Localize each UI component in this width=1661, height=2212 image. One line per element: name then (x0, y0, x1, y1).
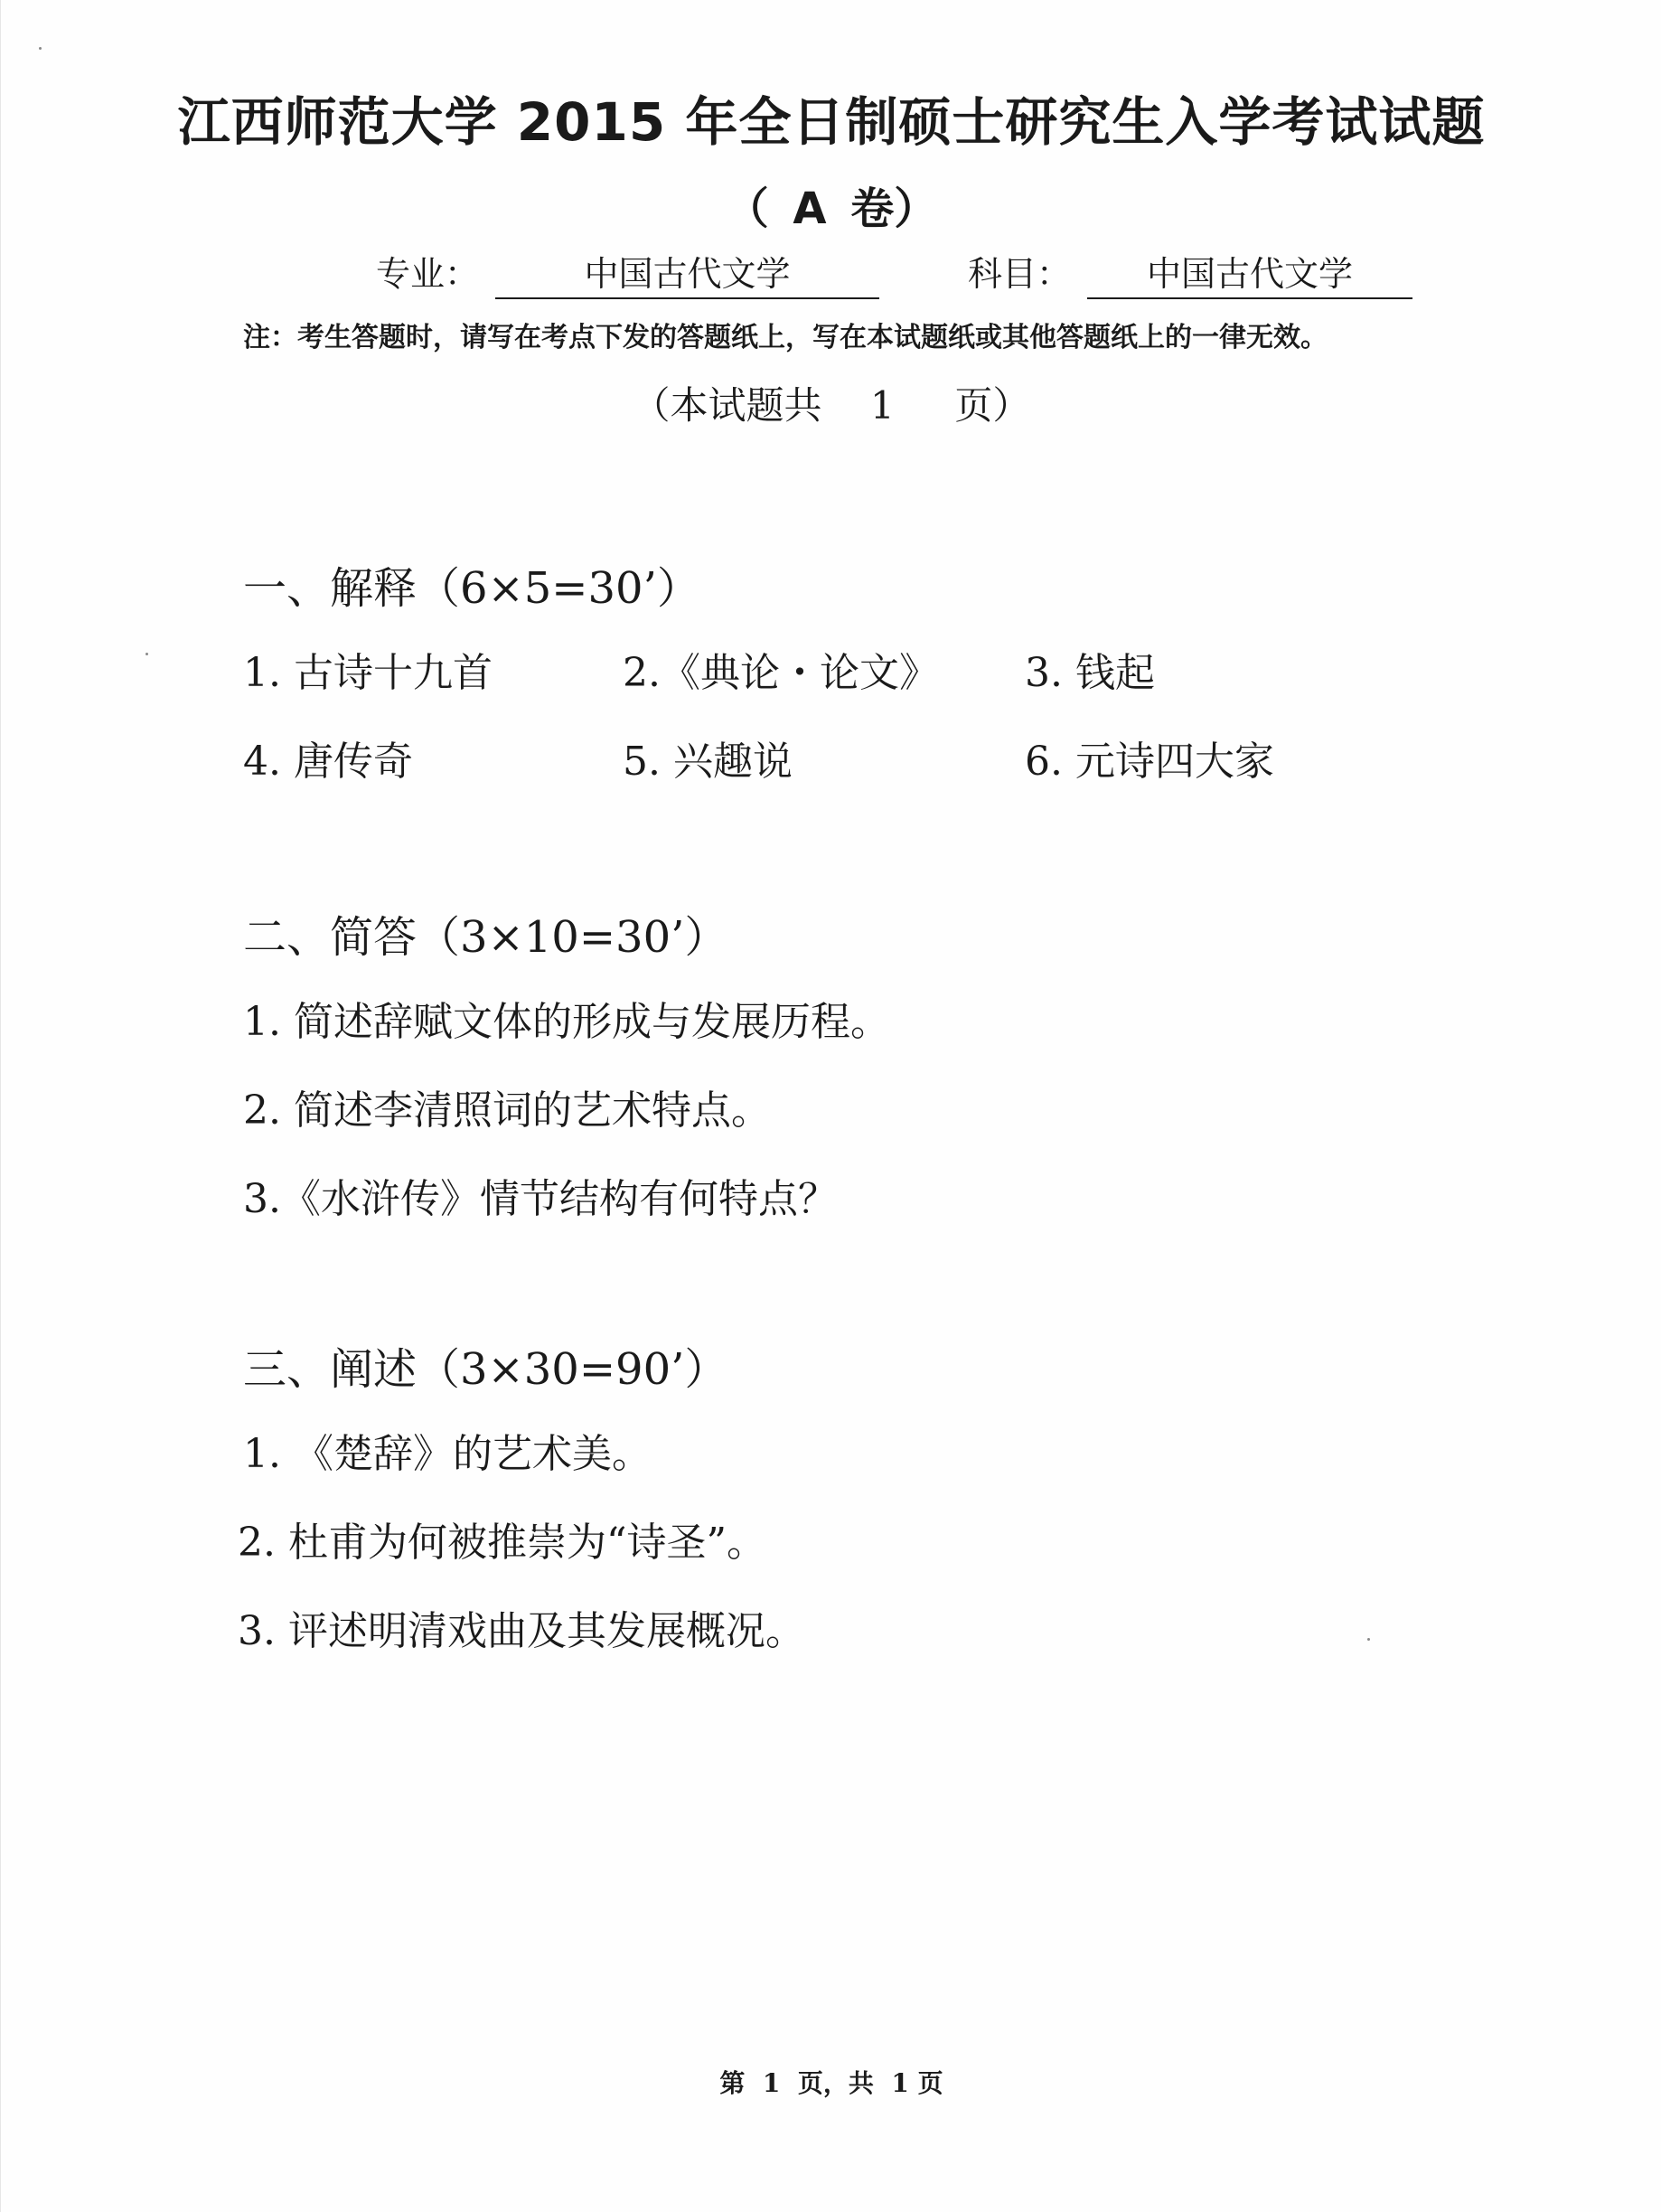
scan-speck (1367, 1638, 1370, 1641)
list-item: 3.《水浒传》情节结构有何特点？ (243, 1176, 838, 1222)
subject-field (968, 246, 1412, 299)
list-item: 3. 评述明清戏曲及其发展概况。 (238, 1608, 805, 1654)
list-item: 3. 钱起 (1025, 650, 1155, 696)
list-item: 2. 简述李清照词的艺术特点。 (243, 1087, 771, 1134)
page-footer: 第 1 页，共 1 页 (719, 2068, 943, 2098)
major-field (376, 246, 879, 299)
list-item: 1. 《楚辞》的艺术美。 (243, 1431, 652, 1477)
major-label: 专业： (376, 254, 480, 294)
scan-speck (39, 47, 42, 50)
section-heading-short-answer: 二、简答（3×10=30’） (243, 912, 728, 963)
list-item: 1. 古诗十九首 (243, 650, 493, 696)
page-count: （本试题共 1 页） (632, 383, 1031, 428)
list-item: 4. 唐传奇 (243, 739, 413, 785)
list-item: 1. 简述辞赋文体的形成与发展历程。 (243, 999, 890, 1045)
list-item: 6. 元诗四大家 (1025, 739, 1274, 785)
section-heading-explanation: 一、解释（6×5=30’） (243, 563, 700, 614)
exam-title: 江西师范大学 2015 年全日制硕士研究生入学考试试题 (177, 91, 1486, 153)
subject-label: 科目： (968, 254, 1072, 294)
paper-type: （ A 卷） (725, 184, 938, 234)
scan-speck (145, 653, 148, 655)
section-heading-essay: 三、阐述（3×30=90’） (243, 1344, 728, 1395)
list-item: 2.《典论・论文》 (623, 650, 939, 696)
list-item: 5. 兴趣说 (623, 739, 793, 785)
exam-notice: 注：考生答题时，请写在考点下发的答题纸上，写在本试题纸或其他答题纸上的一律无效。 (243, 322, 1328, 353)
list-item: 2. 杜甫为何被推崇为“诗圣”。 (238, 1520, 766, 1566)
major-value: 中国古代文学 (495, 246, 879, 299)
subject-value: 中国古代文学 (1087, 246, 1412, 299)
